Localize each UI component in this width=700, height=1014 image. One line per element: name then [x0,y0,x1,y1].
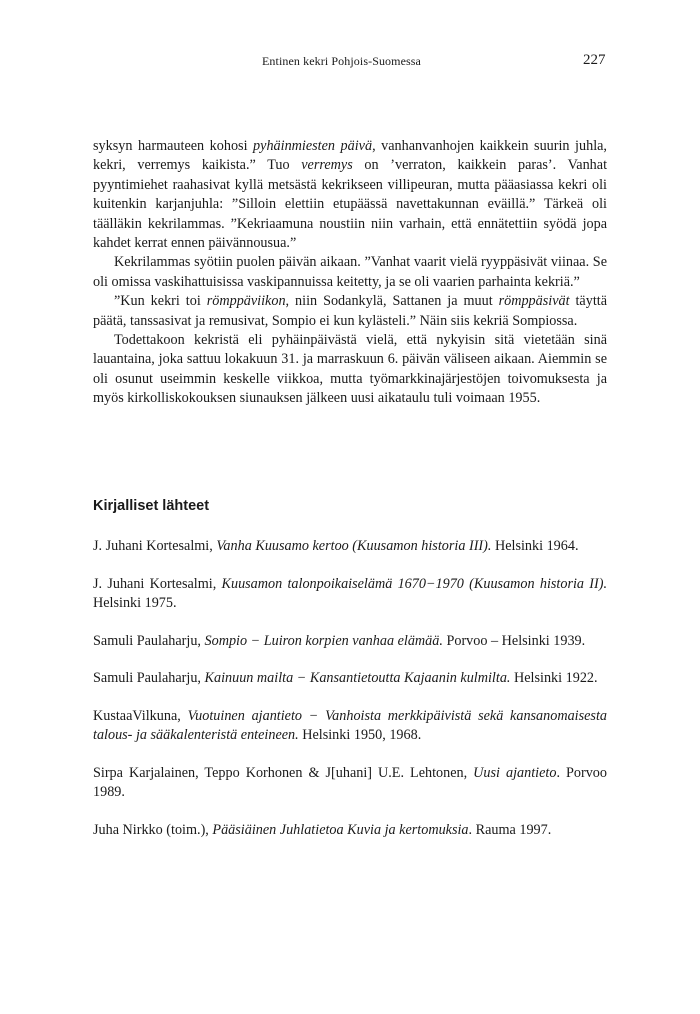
reference-item [93,821,607,840]
reference-item [93,707,607,746]
italic-term: römppäsivät [498,293,570,310]
ref-author: Samuli Paulaharju, [93,670,205,687]
text-run: , niin Sodankylä, Sattanen ja muut [285,293,499,310]
page-number: 227 [583,52,606,68]
reference-item [93,669,607,688]
ref-publication: Helsinki 1922. [510,670,598,687]
reference-item [93,537,607,556]
paragraph-1 [93,137,607,253]
text-run: on ’verraton, kaikkein paras’. Vanhat pyyntimiehet raahasivat kyllä metsästä kekrikseen villipeuran, mutta pääasiassa kekri oli kuitenkin karjanjuhla: ”Silloin elettiin etupäässä navettakunnan eväillä.” Tärkeä oli täälläkin kekrilammas. ”Kekriaamuna noustiin niin varhain, että ennätettiin syödä jopa kahdet kerrat ennen päivännousua.” [93,157,608,252]
ref-publication: Helsinki 1975. [93,595,177,611]
paragraph-3 [93,292,607,331]
ref-author: J. Juhani Kortesalmi, [93,575,222,592]
paragraph-2 [93,253,607,292]
ref-publication: Porvoo – Helsinki 1939. [442,632,586,649]
italic-term: pyhäinmiesten päivä [253,138,373,154]
ref-author: J. Juhani Kortesalmi, [93,538,217,554]
ref-author: KustaaVilkuna, [93,707,188,724]
reference-list [93,537,607,858]
ref-publication: . Porvoo 1989. [93,764,607,801]
ref-title: Uusi ajantieto [473,764,557,781]
text-run: täyttä päätä, tanssasivat ja remusivat, Sompio ei kun kylästeli.” Näin siis kekriä Sompiossa. [93,293,607,329]
ref-title: Vuotuinen ajantieto − Vanhoista merkkipäivistä sekä kansanomaisesta talous- ja sääkalenteristä enteineen. [93,707,607,744]
sources-heading: Kirjalliset lähteet [93,498,210,514]
ref-title: Kainuun mailta − Kansantietoutta Kajaanin kulmilta. [204,670,511,687]
ref-title: Sompio − Luiron korpien vanhaa elämää. [204,632,443,649]
ref-title: Vanha Kuusamo kertoo (Kuusamon historia III). [216,538,492,554]
paragraph-4 [93,331,607,409]
ref-title: Pääsiäinen Juhlatietoa Kuvia ja kertomuksia [212,821,469,838]
ref-publication: Helsinki 1964. [491,538,579,554]
italic-term: verremys [301,157,353,174]
ref-author: Sirpa Karjalainen, Teppo Korhonen & J[uhani] U.E. Lehtonen, [93,764,474,781]
ref-publication: Helsinki 1950, 1968. [298,727,422,744]
italic-term: römppäviikon [206,293,286,310]
text-run: syksyn harmauteen kohosi [93,138,254,154]
ref-author: Juha Nirkko (toim.), [93,821,213,838]
reference-item [93,764,607,803]
text-run: , vanhanvanhojen kaikkein suurin juhla, kekri, verremys kaikista.” Tuo [93,138,607,174]
ref-author: Samuli Paulaharju, [93,632,205,649]
text-run: Todettakoon kekristä eli pyhäinpäivästä vielä, että nykyisin sitä vietetään sinä lauantaina, joka sattuu lokakuun 31. ja marraskuun 6. päivän väliseen aikaan. Aiemmin se oli osunut useimmin keskelle viikkoa, mutta työmarkkinajärjestöjen toivomuksesta ja myös kirkolliskokouksen siunauksen jälkeen uusi aikataulu tuli voimaan 1955. [93,332,607,407]
ref-publication: . Rauma 1997. [468,821,552,838]
text-run: Kekrilammas syötiin puolen päivän aikaan. ”Vanhat vaarit vielä ryyppäsivät viinaa. Se oli omissa vaskihattuisissa vaskipannuissa keitetty, ja se oli vaarien parhainta kekriä.” [93,254,607,290]
text-run: ”Kun kekri toi [114,293,207,310]
running-head-title: Entinen kekri Pohjois-Suomessa [262,54,421,68]
reference-item [93,575,607,614]
reference-item [93,632,607,651]
body-text [93,137,607,409]
ref-title: Kuusamon talonpoikaiselämä 1670−1970 (Kuusamon historia II). [221,575,607,592]
